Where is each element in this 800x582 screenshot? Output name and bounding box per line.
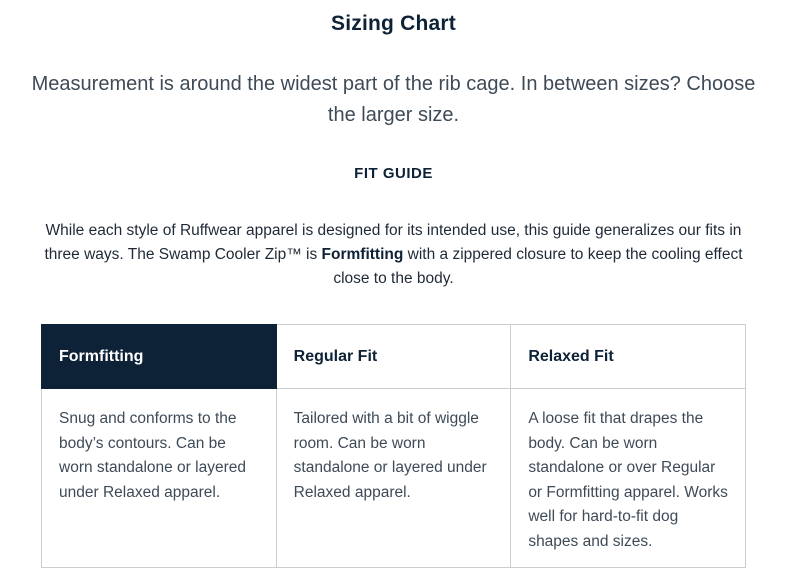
formfitting-description: Snug and conforms to the body’s contours. Can be worn standalone or layered under Relaxed apparel. [42, 389, 277, 568]
tab-formfitting[interactable]: Formfitting [42, 325, 277, 389]
fit-table-header-row [42, 325, 746, 389]
sizing-subtitle: Measurement is around the widest part of the rib cage. In between sizes? Choose the larger size. [31, 73, 756, 126]
fit-table-description-row [42, 389, 746, 568]
fit-table [41, 324, 746, 568]
tab-regular-fit[interactable]: Regular Fit [276, 325, 511, 389]
relaxed-fit-description: A loose fit that drapes the body. Can be worn standalone or over Regular or Formfitting apparel. Works well for hard-to-fit dog shapes and sizes. [511, 389, 746, 568]
fit-intro-bold: Formfitting [321, 246, 404, 263]
fit-intro-text-start: While each style of Ruffwear apparel is designed for its intended use, this guide generalizes our fits in three ways. The Swamp Cooler Zip™ is [44, 222, 742, 263]
fit-guide-intro [30, 219, 757, 291]
tab-relaxed-fit[interactable]: Relaxed Fit [511, 325, 746, 389]
fit-guide-heading: FIT GUIDE [354, 165, 433, 182]
fit-intro-text-end: with a zippered closure to keep the cooling effect close to the body. [333, 246, 743, 287]
page-title: Sizing Chart [331, 12, 456, 35]
regular-fit-description: Tailored with a bit of wiggle room. Can be worn standalone or layered under Relaxed apparel. [276, 389, 511, 568]
